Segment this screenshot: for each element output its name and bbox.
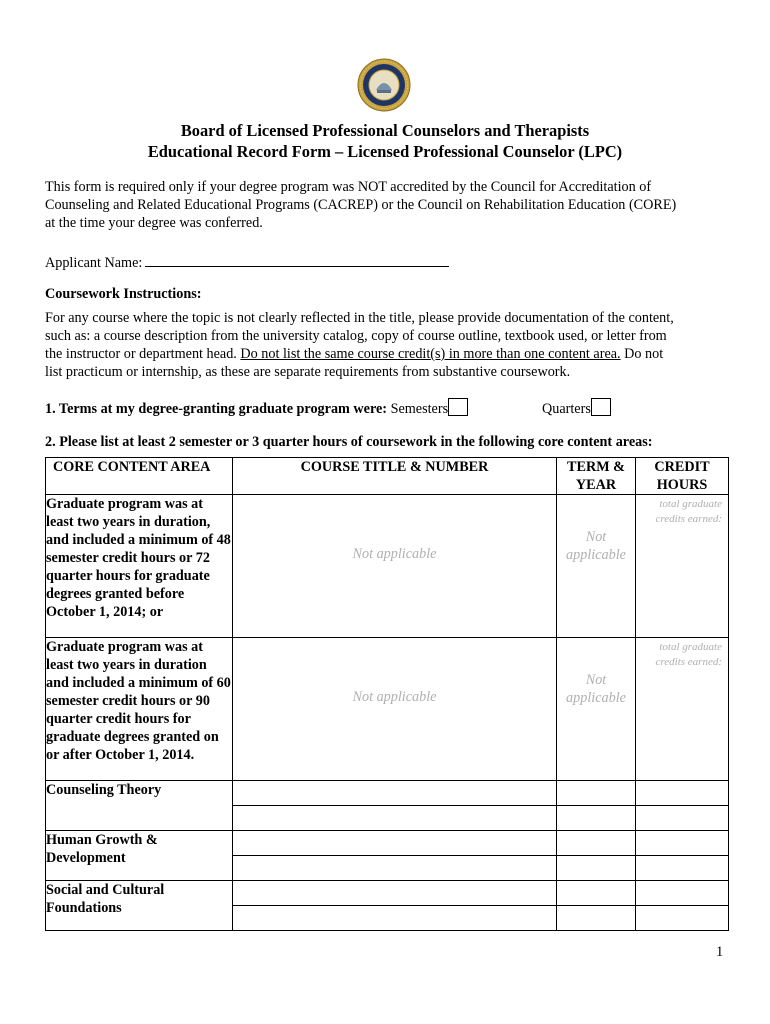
coursework-instructions [45,309,735,381]
applicant-name-row [45,252,735,272]
instruction-underlined: Do not list the same course credit(s) in more than one content area. [240,346,621,362]
table-row [46,638,729,781]
not-applicable-text: Not applicable [352,546,437,562]
not-applicable-text: Not applicable [352,689,437,705]
intro-line: Counseling and Related Educational Programs (CACREP) or the Council on Rehabilitation Education (CORE) [45,197,677,213]
question-core-areas: 2. Please list at least 2 semester or 3 quarter hours of coursework in the following core content areas: [45,434,653,450]
hint-line: total graduate [659,641,722,653]
na-line: applicable [566,690,626,706]
course-cell [233,638,557,781]
header-text: TERM & [567,459,625,475]
header-credit-hours [636,458,729,495]
applicant-name-field[interactable] [145,252,449,267]
credit-input-cell[interactable] [636,806,729,831]
table-row [46,831,729,856]
table-row [46,495,729,638]
course-input-cell[interactable] [233,806,557,831]
course-input-cell[interactable] [233,831,557,856]
core-area-cell: Graduate program was at least two years in duration and included a minimum of 60 semester credit hours or 90 quarter credit hours for graduate degrees granted on or after October 1, 2014. [46,638,233,781]
na-line: Not [585,529,607,545]
intro-text [45,178,735,232]
term-input-cell[interactable] [557,906,636,931]
applicant-name-label: Applicant Name: [45,255,143,271]
header-course-title: COURSE TITLE & NUMBER [233,458,557,495]
course-input-cell[interactable] [233,906,557,931]
instruction-line: such as: a course description from the university catalog, copy of course outline, textbook used, or letter from [45,328,667,344]
core-area-cell: Social and Cultural Foundations [46,881,233,931]
intro-line: This form is required only if your degree program was NOT accredited by the Council for Accreditation of [45,179,652,195]
credit-input-cell[interactable] [636,781,729,806]
credit-cell[interactable] [636,638,729,781]
quarters-checkbox[interactable] [591,398,611,416]
semesters-label: Semesters [390,401,449,417]
not-applicable-text [557,671,635,707]
question-terms-label: 1. Terms at my degree-granting graduate program were: [45,401,388,417]
table-header-row [46,458,729,495]
header-term-year [557,458,636,495]
instruction-line: For any course where the topic is not clearly reflected in the title, please provide documentation of the content, [45,310,674,326]
term-input-cell[interactable] [557,856,636,881]
course-cell [233,495,557,638]
course-input-cell[interactable] [233,881,557,906]
core-content-table [45,457,729,931]
term-input-cell[interactable] [557,781,636,806]
question-terms [45,398,735,418]
credit-cell[interactable] [636,495,729,638]
hint-line: credits earned: [655,513,722,525]
hint-line: credits earned: [655,656,722,668]
credit-input-cell[interactable] [636,856,729,881]
instruction-text: Do not [620,346,664,362]
na-line: applicable [566,547,626,563]
coursework-heading: Coursework Instructions: [45,286,202,302]
core-area-cell: Graduate program was at least two years in duration, and included a minimum of 48 semester credit hours or 72 quarter hours for graduate degrees granted before October 1, 2014; or [46,495,233,638]
core-area-cell: Counseling Theory [46,781,233,831]
semesters-checkbox[interactable] [448,398,468,416]
quarters-option [542,398,611,418]
intro-line: at the time your degree was conferred. [45,215,263,231]
not-applicable-text [557,528,635,564]
total-credits-hint [636,640,728,670]
header-text: CREDIT [654,459,710,475]
term-cell [557,495,636,638]
na-line: Not [585,672,607,688]
hint-line: total graduate [659,498,722,510]
course-input-cell[interactable] [233,856,557,881]
header-text: YEAR [575,477,617,493]
credit-input-cell[interactable] [636,906,729,931]
credit-input-cell[interactable] [636,881,729,906]
form-title: Board of Licensed Professional Counselors and Therapists [180,121,590,140]
term-input-cell[interactable] [557,806,636,831]
page-number: 1 [716,944,724,960]
header-core-content-area: CORE CONTENT AREA [46,458,233,495]
table-row [46,881,729,906]
core-area-cell: Human Growth & Development [46,831,233,881]
credit-input-cell[interactable] [636,831,729,856]
state-seal-icon [357,58,411,112]
term-input-cell[interactable] [557,881,636,906]
instruction-text: the instructor or department head. [45,346,241,362]
instruction-line [45,345,735,363]
total-credits-hint [636,497,728,527]
table-row [46,781,729,806]
instruction-line: list practicum or internship, as these are separate requirements from substantive coursework. [45,364,571,380]
header-text: HOURS [656,477,708,493]
quarters-label: Quarters [542,401,591,417]
form-subtitle: Educational Record Form – Licensed Professional Counselor (LPC) [147,142,623,161]
term-cell [557,638,636,781]
term-input-cell[interactable] [557,831,636,856]
course-input-cell[interactable] [233,781,557,806]
